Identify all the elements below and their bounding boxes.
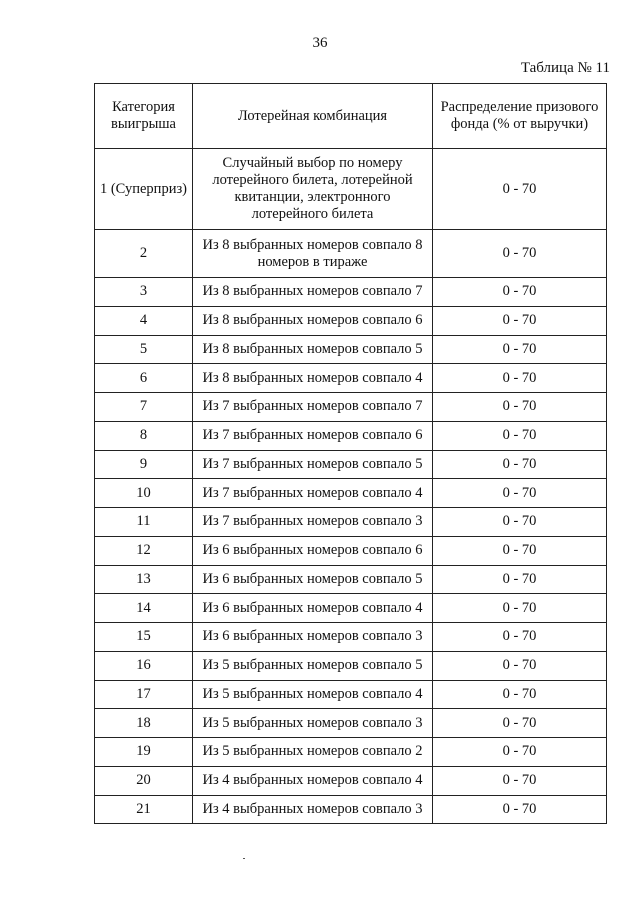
table-row	[95, 738, 607, 767]
table-row	[95, 680, 607, 709]
distribution-cell: 0 - 70	[433, 766, 607, 795]
header-combination: Лотерейная комбинация	[193, 84, 433, 149]
table-row	[95, 278, 607, 307]
combination-cell: Из 8 выбранных номеров совпало 7	[193, 278, 433, 307]
combination-cell: Из 7 выбранных номеров совпало 7	[193, 393, 433, 422]
distribution-cell: 0 - 70	[433, 393, 607, 422]
combination-cell: Из 8 выбранных номеров совпало 6	[193, 306, 433, 335]
distribution-cell: 0 - 70	[433, 709, 607, 738]
table-row	[95, 795, 607, 824]
category-cell: 18	[95, 709, 193, 738]
table-row	[95, 623, 607, 652]
distribution-cell: 0 - 70	[433, 738, 607, 767]
category-cell: 10	[95, 479, 193, 508]
combination-cell: Из 6 выбранных номеров совпало 4	[193, 594, 433, 623]
combination-cell: Из 6 выбранных номеров совпало 6	[193, 536, 433, 565]
distribution-cell: 0 - 70	[433, 594, 607, 623]
combination-cell: Из 5 выбранных номеров совпало 2	[193, 738, 433, 767]
table-row	[95, 766, 607, 795]
table-row	[95, 536, 607, 565]
category-cell: 16	[95, 651, 193, 680]
header-distribution: Распределение призового фонда (% от выручки)	[433, 84, 607, 149]
table-row	[95, 364, 607, 393]
table-row	[95, 230, 607, 278]
distribution-cell: 0 - 70	[433, 623, 607, 652]
category-cell: 11	[95, 508, 193, 537]
combination-cell: Случайный выбор по номеру лотерейного билета, лотерейной квитанции, электронного лотерейного билета	[193, 149, 433, 230]
combination-cell: Из 7 выбранных номеров совпало 5	[193, 450, 433, 479]
scan-mark	[243, 858, 245, 859]
table-caption: Таблица № 11	[520, 60, 610, 76]
category-cell: 21	[95, 795, 193, 824]
distribution-cell: 0 - 70	[433, 795, 607, 824]
combination-cell: Из 8 выбранных номеров совпало 5	[193, 335, 433, 364]
combination-cell: Из 6 выбранных номеров совпало 5	[193, 565, 433, 594]
table-row	[95, 594, 607, 623]
distribution-cell: 0 - 70	[433, 536, 607, 565]
combination-cell: Из 4 выбранных номеров совпало 4	[193, 766, 433, 795]
category-cell: 8	[95, 421, 193, 450]
category-cell: 19	[95, 738, 193, 767]
distribution-cell: 0 - 70	[433, 479, 607, 508]
category-cell: 4	[95, 306, 193, 335]
prize-distribution-table	[94, 83, 607, 824]
category-cell: 9	[95, 450, 193, 479]
page-number: 36	[312, 35, 328, 51]
combination-cell: Из 5 выбранных номеров совпало 3	[193, 709, 433, 738]
category-cell: 6	[95, 364, 193, 393]
distribution-cell: 0 - 70	[433, 680, 607, 709]
distribution-cell: 0 - 70	[433, 335, 607, 364]
table-row	[95, 393, 607, 422]
combination-cell: Из 5 выбранных номеров совпало 4	[193, 680, 433, 709]
combination-cell: Из 4 выбранных номеров совпало 3	[193, 795, 433, 824]
table-body	[95, 149, 607, 824]
table-row	[95, 421, 607, 450]
distribution-cell: 0 - 70	[433, 450, 607, 479]
category-cell: 7	[95, 393, 193, 422]
table-row	[95, 651, 607, 680]
table-row	[95, 508, 607, 537]
distribution-cell: 0 - 70	[433, 230, 607, 278]
category-cell: 5	[95, 335, 193, 364]
combination-cell: Из 7 выбранных номеров совпало 4	[193, 479, 433, 508]
table-row	[95, 335, 607, 364]
distribution-cell: 0 - 70	[433, 421, 607, 450]
distribution-cell: 0 - 70	[433, 508, 607, 537]
distribution-cell: 0 - 70	[433, 364, 607, 393]
category-cell: 1 (Суперприз)	[95, 149, 193, 230]
distribution-cell: 0 - 70	[433, 651, 607, 680]
combination-cell: Из 6 выбранных номеров совпало 3	[193, 623, 433, 652]
category-cell: 20	[95, 766, 193, 795]
table-row	[95, 709, 607, 738]
category-cell: 12	[95, 536, 193, 565]
table-row	[95, 306, 607, 335]
category-cell: 17	[95, 680, 193, 709]
table-row	[95, 565, 607, 594]
table-row	[95, 450, 607, 479]
category-cell: 3	[95, 278, 193, 307]
table-header-row	[95, 84, 607, 149]
distribution-cell: 0 - 70	[433, 306, 607, 335]
combination-cell: Из 8 выбранных номеров совпало 4	[193, 364, 433, 393]
combination-cell: Из 7 выбранных номеров совпало 6	[193, 421, 433, 450]
category-cell: 13	[95, 565, 193, 594]
category-cell: 15	[95, 623, 193, 652]
distribution-cell: 0 - 70	[433, 565, 607, 594]
category-cell: 2	[95, 230, 193, 278]
combination-cell: Из 7 выбранных номеров совпало 3	[193, 508, 433, 537]
table-row	[95, 479, 607, 508]
combination-cell: Из 8 выбранных номеров совпало 8 номеров в тираже	[193, 230, 433, 278]
distribution-cell: 0 - 70	[433, 278, 607, 307]
category-cell: 14	[95, 594, 193, 623]
combination-cell: Из 5 выбранных номеров совпало 5	[193, 651, 433, 680]
table-row	[95, 149, 607, 230]
distribution-cell: 0 - 70	[433, 149, 607, 230]
header-category: Категория выигрыша	[95, 84, 193, 149]
